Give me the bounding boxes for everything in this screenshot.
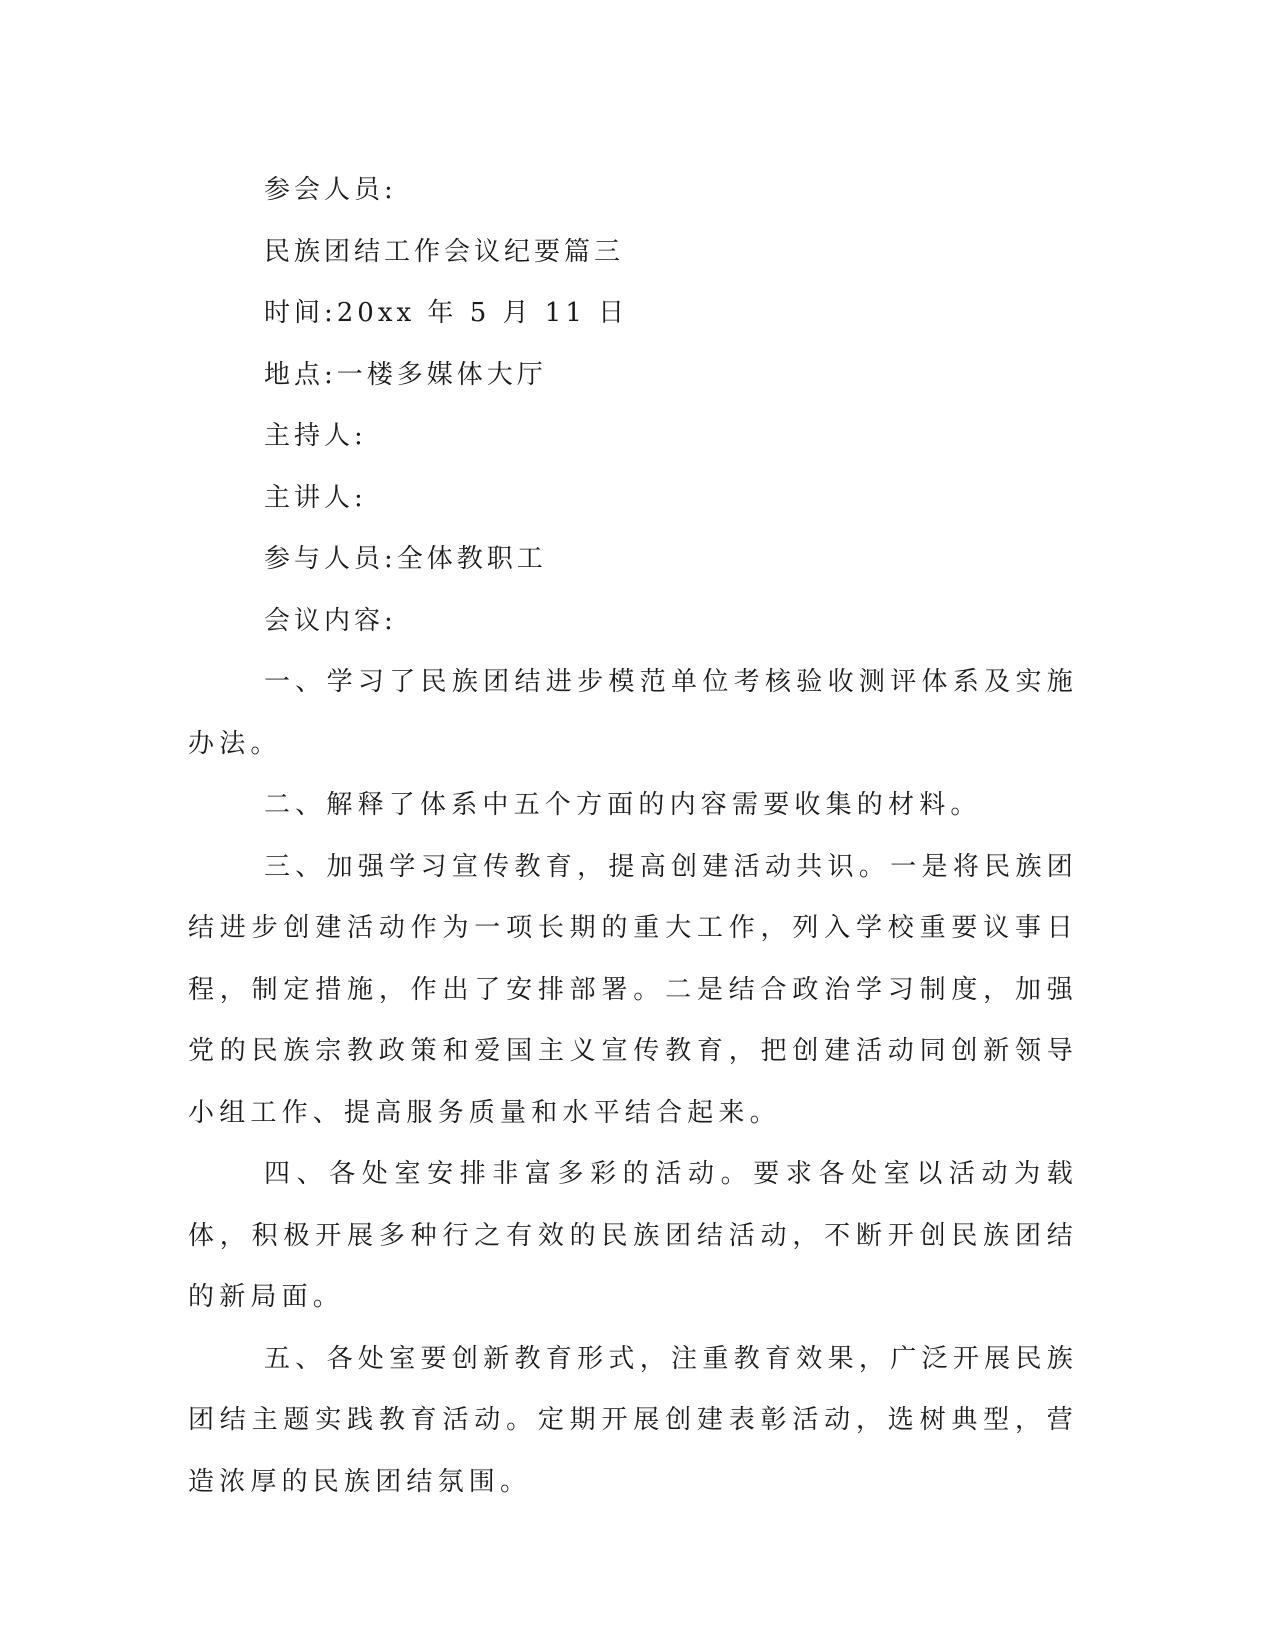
meeting-content-label: 会议内容: bbox=[264, 605, 397, 636]
meeting-time: 时间:20xx 年 5 月 11 日 bbox=[264, 298, 629, 328]
attendees-line: 参会人员: bbox=[264, 175, 397, 205]
speaker-line: 主讲人: bbox=[264, 482, 367, 513]
section-title: 民族团结工作会议纪要篇三 bbox=[264, 236, 625, 267]
paragraph-2: 二、解释了体系中五个方面的内容需要收集的材料。 bbox=[264, 790, 982, 820]
meeting-location: 地点:一楼多媒体大厅 bbox=[264, 359, 547, 390]
paragraph-4: 四、各处室安排非富多彩的活动。要求各处室以活动为载体，积极开展多种行之有效的民族团结活动，不断开创民族团结的新局面。 bbox=[188, 1159, 1078, 1312]
paragraph-5: 五、各处室要创新教育形式，注重教育效果，广泛开展民族团结主题实践教育活动。定期开展创建表彰活动，选树典型，营造浓厚的民族团结氛围。 bbox=[188, 1343, 1078, 1497]
paragraph-3: 三、加强学习宣传教育，提高创建活动共识。一是将民族团结进步创建活动作为一项长期的重大工作，列入学校重要议事日程，制定措施，作出了安排部署。二是结合政治学习制度，加强党的民族宗教政策和爱国主义宣传教育，把创建活动同创新领导小组工作、提高服务质量和水平结合起来。 bbox=[188, 851, 1078, 1128]
paragraph-1: 一、学习了民族团结进步模范单位考核验收测评体系及实施办法。 bbox=[188, 667, 1078, 759]
participants-line: 参与人员:全体教职工 bbox=[264, 544, 547, 574]
document-body bbox=[188, 160, 1078, 1513]
host-line: 主持人: bbox=[264, 421, 367, 451]
